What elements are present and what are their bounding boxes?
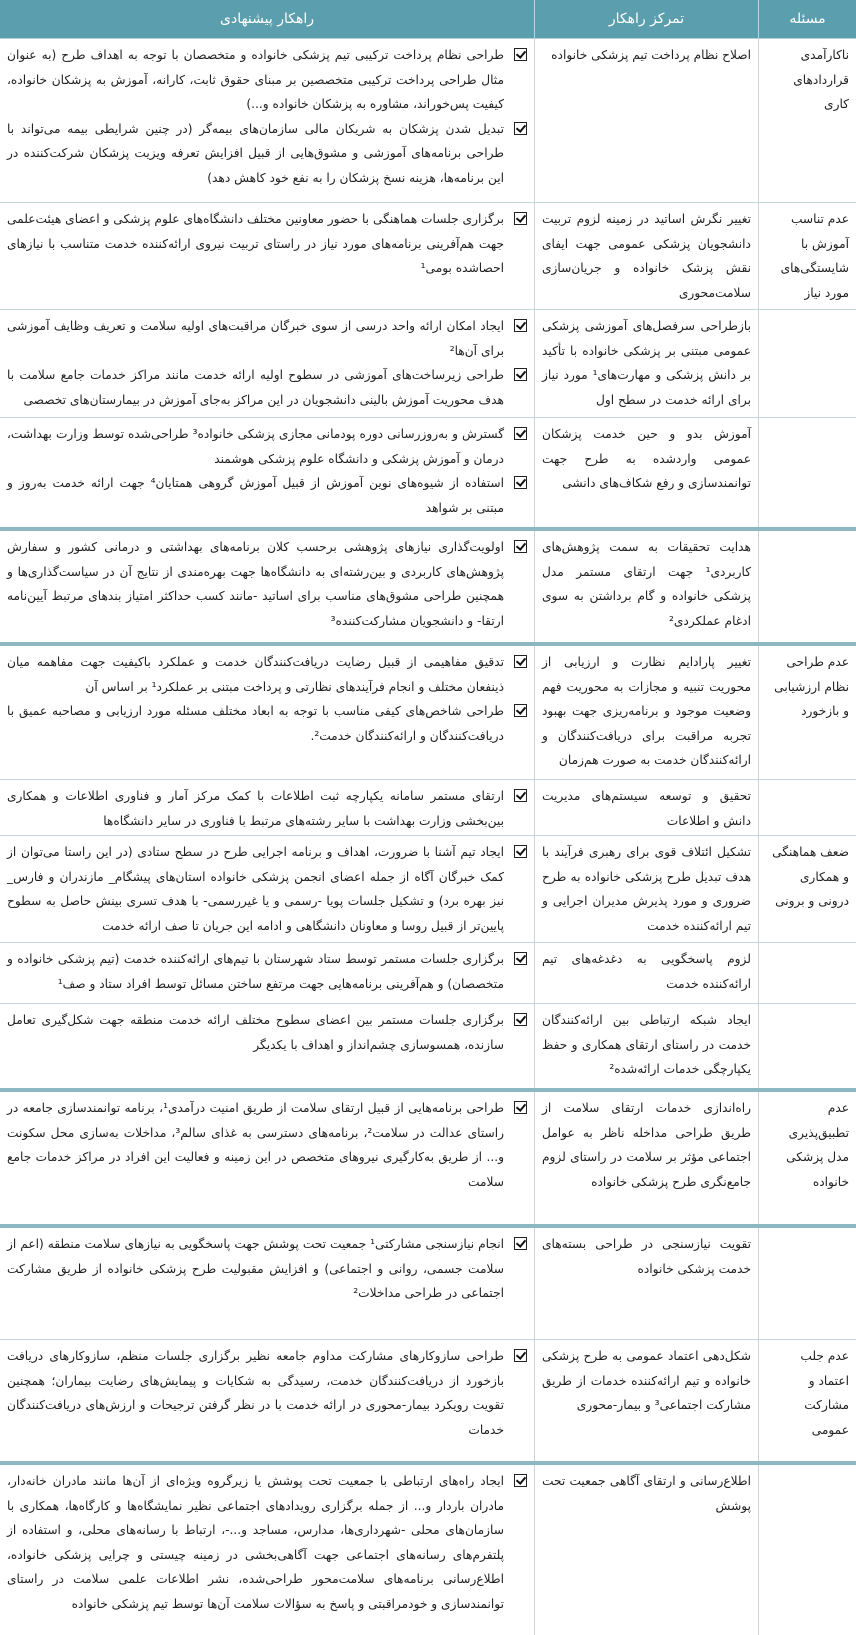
solution-item: برگزاری جلسات مستمر بین اعضای سطوح مختلف ارائه خدمت منطقه جهت شکل‌گیری تعامل سازنده، همسوسازی چشم‌انداز و اهداف با یکدیگر [7,1008,527,1057]
table-header [0,0,856,39]
checked-box-icon [514,1474,527,1487]
table-row [0,646,856,780]
table-row [0,1465,856,1635]
problem-cell [758,310,856,417]
checked-box-icon [514,48,527,61]
table-row [0,418,856,531]
header-problem: مسئله [758,0,856,38]
solution-cell [0,836,534,942]
checked-box-icon [514,212,527,225]
solution-item: ارتقای مستمر سامانه یکپارچه ثبت اطلاعات با کمک مرکز آمار و فناوری اطلاعات و همکاری بین‌بخشی وزارت بهداشت با سایر رشته‌های مرتبط با فناوری در سایر دانشگاه‌ها [7,784,527,833]
focus-cell: لزوم پاسخگویی به دغدغه‌های تیم ارائه‌کننده خدمت [534,943,758,1003]
focus-cell: تقویت نیازسنجی در طراحی بسته‌های خدمت پزشکی خانواده [534,1228,758,1339]
solution-cell [0,1340,534,1461]
table-row [0,310,856,418]
solution-cell [0,943,534,1003]
problem-cell: ضعف هماهنگی و همکاری درونی و برونی [758,836,856,942]
solution-cell [0,531,534,642]
table-row [0,1004,856,1092]
table-row [0,1092,856,1228]
solution-item: طراحی برنامه‌هایی از قبیل ارتقای سلامت از طریق امنیت درآمدی¹، برنامه توانمندسازی جامعه در راستای عدالت در سلامت²، برنامه‌های دسترسی به غذای سالم³، مداخلات به‌سازی محل سکونت و... از طریق به‌کارگیری نیروهای متخصص در این زمینه و فعالیت این افراد در مراکز خدمات جامع سلامت [7,1096,527,1194]
solution-item: برگزاری جلسات هماهنگی با حضور معاونین مختلف دانشگاه‌های علوم پزشکی و اعضای هیئت‌علمی جهت هم‌آفرینی برنامه‌های مورد نیاز در راستای تربیت نیروی ارائه‌کننده خدمت متناسب با نیازهای احصاشده بومی¹ [7,207,527,281]
solution-item: ایجاد راه‌های ارتباطی با جمعیت تحت پوشش یا زیرگروه ویژه‌ای از آن‌ها مانند مادران خانه‌دار، مادران باردار و... از جمله برگزاری رویدادهای اجتماعی نظیر نمایشگاه‌ها و کارگاه‌ها، همکاری با سازمان‌های محلی -شهرداری‌ها، مدارس، مساجد و...-، ارتباط با رسانه‌های محلی، و استفاده از پلتفرم‌های رسانه‌های اجتماعی جهت آگاهی‌بخشی در زمینه چیستی و چرایی پزشکی خانواده، اطلاع‌رسانی برنامه‌های سلامت‌محور طراحی‌شده، نشر اطلاعات علمی سلامت در راستای توانمندسازی و خودمراقبتی و پاسخ به سؤالات سلامت آن‌ها توسط تیم پزشکی خانواده [7,1469,527,1616]
solution-cell [0,1004,534,1088]
solution-item: طراحی زیرساخت‌های آموزشی در سطوح اولیه ارائه خدمت مانند مراکز خدمات جامع سلامت با هدف محوریت آموزش بالینی دانشجویان در این مراکز به‌جای آموزش در بیمارستان‌های تخصصی [7,363,527,412]
problem-cell: عدم طراحی نظام ارزشیابی و بازخورد [758,646,856,779]
focus-cell: آموزش بدو و حین خدمت پزشکان عمومی واردشده به طرح جهت توانمندسازی و رفع شکاف‌های دانشی [534,418,758,527]
solution-item: تبدیل شدن پزشکان به شریکان مالی سازمان‌های بیمه‌گر (در چنین شرایطی بیمه می‌تواند با طراحی برنامه‌های آموزشی و مشوق‌هایی از قبیل افزایش تعرفه ویزیت پزشکان شرکت‌کننده در این برنامه‌ها، هزینه نسخ پزشکان را به نفع خود کاهش دهد) [7,117,527,191]
focus-cell: تغییر پارادایم نظارت و ارزیابی از محوریت تنبیه و مجازات به محوریت فهم وضعیت موجود و برنامه‌ریزی جهت بهبود تجربه مراقبت برای دریافت‌کنندگان و ارائه‌کنندگان خدمت به صورت هم‌زمان [534,646,758,779]
problem-cell [758,1465,856,1635]
solution-item: استفاده از شیوه‌های نوین آموزش از قبیل آموزش گروهی همتایان⁴ جهت ارائه خدمت به‌روز و مبتنی بر شواهد [7,471,527,520]
solution-cell [0,646,534,779]
table-row [0,780,856,836]
problem-cell [758,1004,856,1088]
focus-cell: راه‌اندازی خدمات ارتقای سلامت از طریق طراحی مداخله ناظر به عوامل اجتماعی مؤثر بر سلامت در راستای لزوم جامع‌نگری طرح پزشکی خانواده [534,1092,758,1224]
checked-box-icon [514,476,527,489]
solution-cell [0,780,534,835]
solution-item: طراحی نظام پرداخت ترکیبی تیم پزشکی خانواده و متخصصان با توجه به اهداف طرح (به عنوان مثال طراحی پرداخت ترکیبی متخصصین بر مبنای حقوق ثابت، کارانه، آموزش به پزشکان خانواده، کیفیت پس‌خوراند، مشاوره به پزشکان خانواده و...) [7,43,527,117]
checked-box-icon [514,1101,527,1114]
focus-cell: بازطراحی سرفصل‌های آموزشی پزشکی عمومی مبتنی بر پزشکی خانواده با تأکید بر دانش پزشکی و مهارت‌های¹ مورد نیاز برای ارائه خدمت در سطح اول [534,310,758,417]
focus-cell: تغییر نگرش اساتید در زمینه لزوم تربیت دانشجویان پزشکی عمومی جهت ایفای نقش پزشک خانواده و جریان‌سازی سلامت‌محوری [534,203,758,309]
solution-cell [0,1092,534,1224]
table-row [0,836,856,943]
table-row [0,203,856,310]
solution-item: ایجاد تیم آشنا با ضرورت، اهداف و برنامه اجرایی طرح در سطح ستادی (در این راستا می‌توان از کمک خبرگان آگاه از جمله اعضای انجمن پزشکی خانواده استان‌های پیشگام_ مازندران و فارس_ نیز بهره برد) و تشکیل جلسات پویا -رسمی و یا غیررسمی- با هدف تسری بینش حاصل به سطوح پایین‌تر از قبیل روسا و معاونان دانشگاهی و ادامه این جریان تا صف ارائه خدمت [7,840,527,938]
solution-item: انجام نیازسنجی مشارکتی¹ جمعیت تحت پوشش جهت پاسخگویی به نیازهای سلامت منطقه (اعم از سلامت جسمی، روانی و اجتماعی) و افزایش مقبولیت طرح پزشکی خانواده از طریق مشارکت اجتماعی در طراحی مداخلات² [7,1232,527,1306]
problem-cell: ناکارآمدی قراردادهای کاری [758,39,856,202]
solution-item: تدقیق مفاهیمی از قبیل رضایت دریافت‌کنندگان خدمت و عملکرد باکیفیت جهت مفاهمه میان ذینفعان مختلف و انجام فرآیندهای نظارتی و پرداخت مبتنی بر عملکرد¹ بر اساس آن [7,650,527,699]
table-row [0,943,856,1004]
focus-cell: اطلاع‌رسانی و ارتقای آگاهی جمعیت تحت پوشش [534,1465,758,1635]
problem-cell [758,1228,856,1339]
solution-item: ایجاد امکان ارائه واحد درسی از سوی خبرگان مراقبت‌های اولیه سلامت و تعریف وظایف آموزشی برای آن‌ها² [7,314,527,363]
problem-cell: عدم تناسب آموزش با شایستگی‌های مورد نیاز [758,203,856,309]
checked-box-icon [514,845,527,858]
checked-box-icon [514,952,527,965]
table-row [0,531,856,646]
solution-item: اولویت‌گذاری نیازهای پژوهشی برحسب کلان برنامه‌های بهداشتی و درمانی کشور و سفارش پژوهش‌های کاربردی و بین‌رشته‌ای به دانشگاه‌ها جهت بهره‌مندی از نتایج آن در سیاست‌گذاری‌ها و همچنین طراحی مشوق‌های مناسب برای اساتید -مانند کسب حداکثر امتیاز بندهای مرتبط آیین‌نامه ارتقا- و دانشجویان مشارکت‌کننده³ [7,535,527,633]
focus-cell: شکل‌دهی اعتماد عمومی به طرح پزشکی خانواده و تیم ارائه‌کننده خدمات از طریق مشارکت اجتماعی³ و بیمار-محوری [534,1340,758,1461]
problem-cell [758,780,856,835]
checked-box-icon [514,319,527,332]
solution-item: گسترش و به‌روزرسانی دوره پودمانی مجازی پزشکی خانواده³ طراحی‌شده توسط وزارت بهداشت، درمان و آموزش پزشکی و دانشگاه علوم پزشکی هوشمند [7,422,527,471]
checked-box-icon [514,122,527,135]
checked-box-icon [514,1013,527,1026]
checked-box-icon [514,655,527,668]
checked-box-icon [514,1237,527,1250]
table-row [0,1228,856,1340]
table-row [0,39,856,203]
solution-item: طراحی شاخص‌های کیفی مناسب با توجه به ابعاد مختلف مسئله مورد ارزیابی و مصاحبه عمیق با دریافت‌کنندگان و ارائه‌کنندگان خدمت². [7,699,527,748]
solution-cell [0,39,534,202]
solution-item: طراحی سازوکارهای مشارکت مداوم جامعه نظیر برگزاری جلسات منظم، سازوکارهای دریافت بازخورد از دریافت‌کنندگان خدمت، رسیدگی به شکایات و پیمایش‌های رضایت بیماران؛ همچنین تقویت رویکرد بیمار-محوری در ارائه خدمت با در نظر گرفتن ترجیحات و ارزش‌های دریافت‌کنندگان خدمات [7,1344,527,1442]
solution-cell [0,418,534,527]
problem-cell [758,943,856,1003]
header-focus: تمرکز راهکار [534,0,758,38]
solution-cell [0,1228,534,1339]
checked-box-icon [514,368,527,381]
focus-cell: تشکیل ائتلاف قوی برای رهبری فرآیند با هدف تبدیل طرح پزشکی خانواده به طرح ضروری و مورد پذیرش مدیران اجرایی و تیم ارائه‌کننده خدمت [534,836,758,942]
focus-cell: ایجاد شبکه ارتباطی بین ارائه‌کنندگان خدمت در راستای ارتقای همکاری و حفظ یکپارچگی خدمات ارائه‌شده² [534,1004,758,1088]
header-solution: راهکار پیشنهادی [220,11,314,27]
problem-cell: عدم تطبیق‌پذیری مدل پزشکی خانواده [758,1092,856,1224]
problem-cell [758,418,856,527]
solution-cell [0,1465,534,1635]
checked-box-icon [514,540,527,553]
solution-item: برگزاری جلسات مستمر توسط ستاد شهرستان با تیم‌های ارائه‌کننده خدمت (تیم پزشکی خانواده و متخصصان) و هم‌آفرینی برنامه‌هایی جهت مرتفع ساختن مسائل توسط افراد ستاد و صف¹ [7,947,527,996]
table-row [0,1340,856,1465]
focus-cell: تحقیق و توسعه سیستم‌های مدیریت دانش و اطلاعات [534,780,758,835]
checked-box-icon [514,1349,527,1362]
problem-cell: عدم جلب اعتماد و مشارکت عمومی [758,1340,856,1461]
checked-box-icon [514,789,527,802]
solution-cell [0,310,534,417]
focus-cell: اصلاح نظام پرداخت تیم پزشکی خانواده [534,39,758,202]
problem-cell [758,531,856,642]
checked-box-icon [514,704,527,717]
focus-cell: هدایت تحقیقات به سمت پژوهش‌های کاربردی¹ جهت ارتقای مستمر مدل پزشکی خانواده و گام برداشتن به سوی ادغام عملکردی² [534,531,758,642]
checked-box-icon [514,427,527,440]
solution-cell [0,203,534,309]
